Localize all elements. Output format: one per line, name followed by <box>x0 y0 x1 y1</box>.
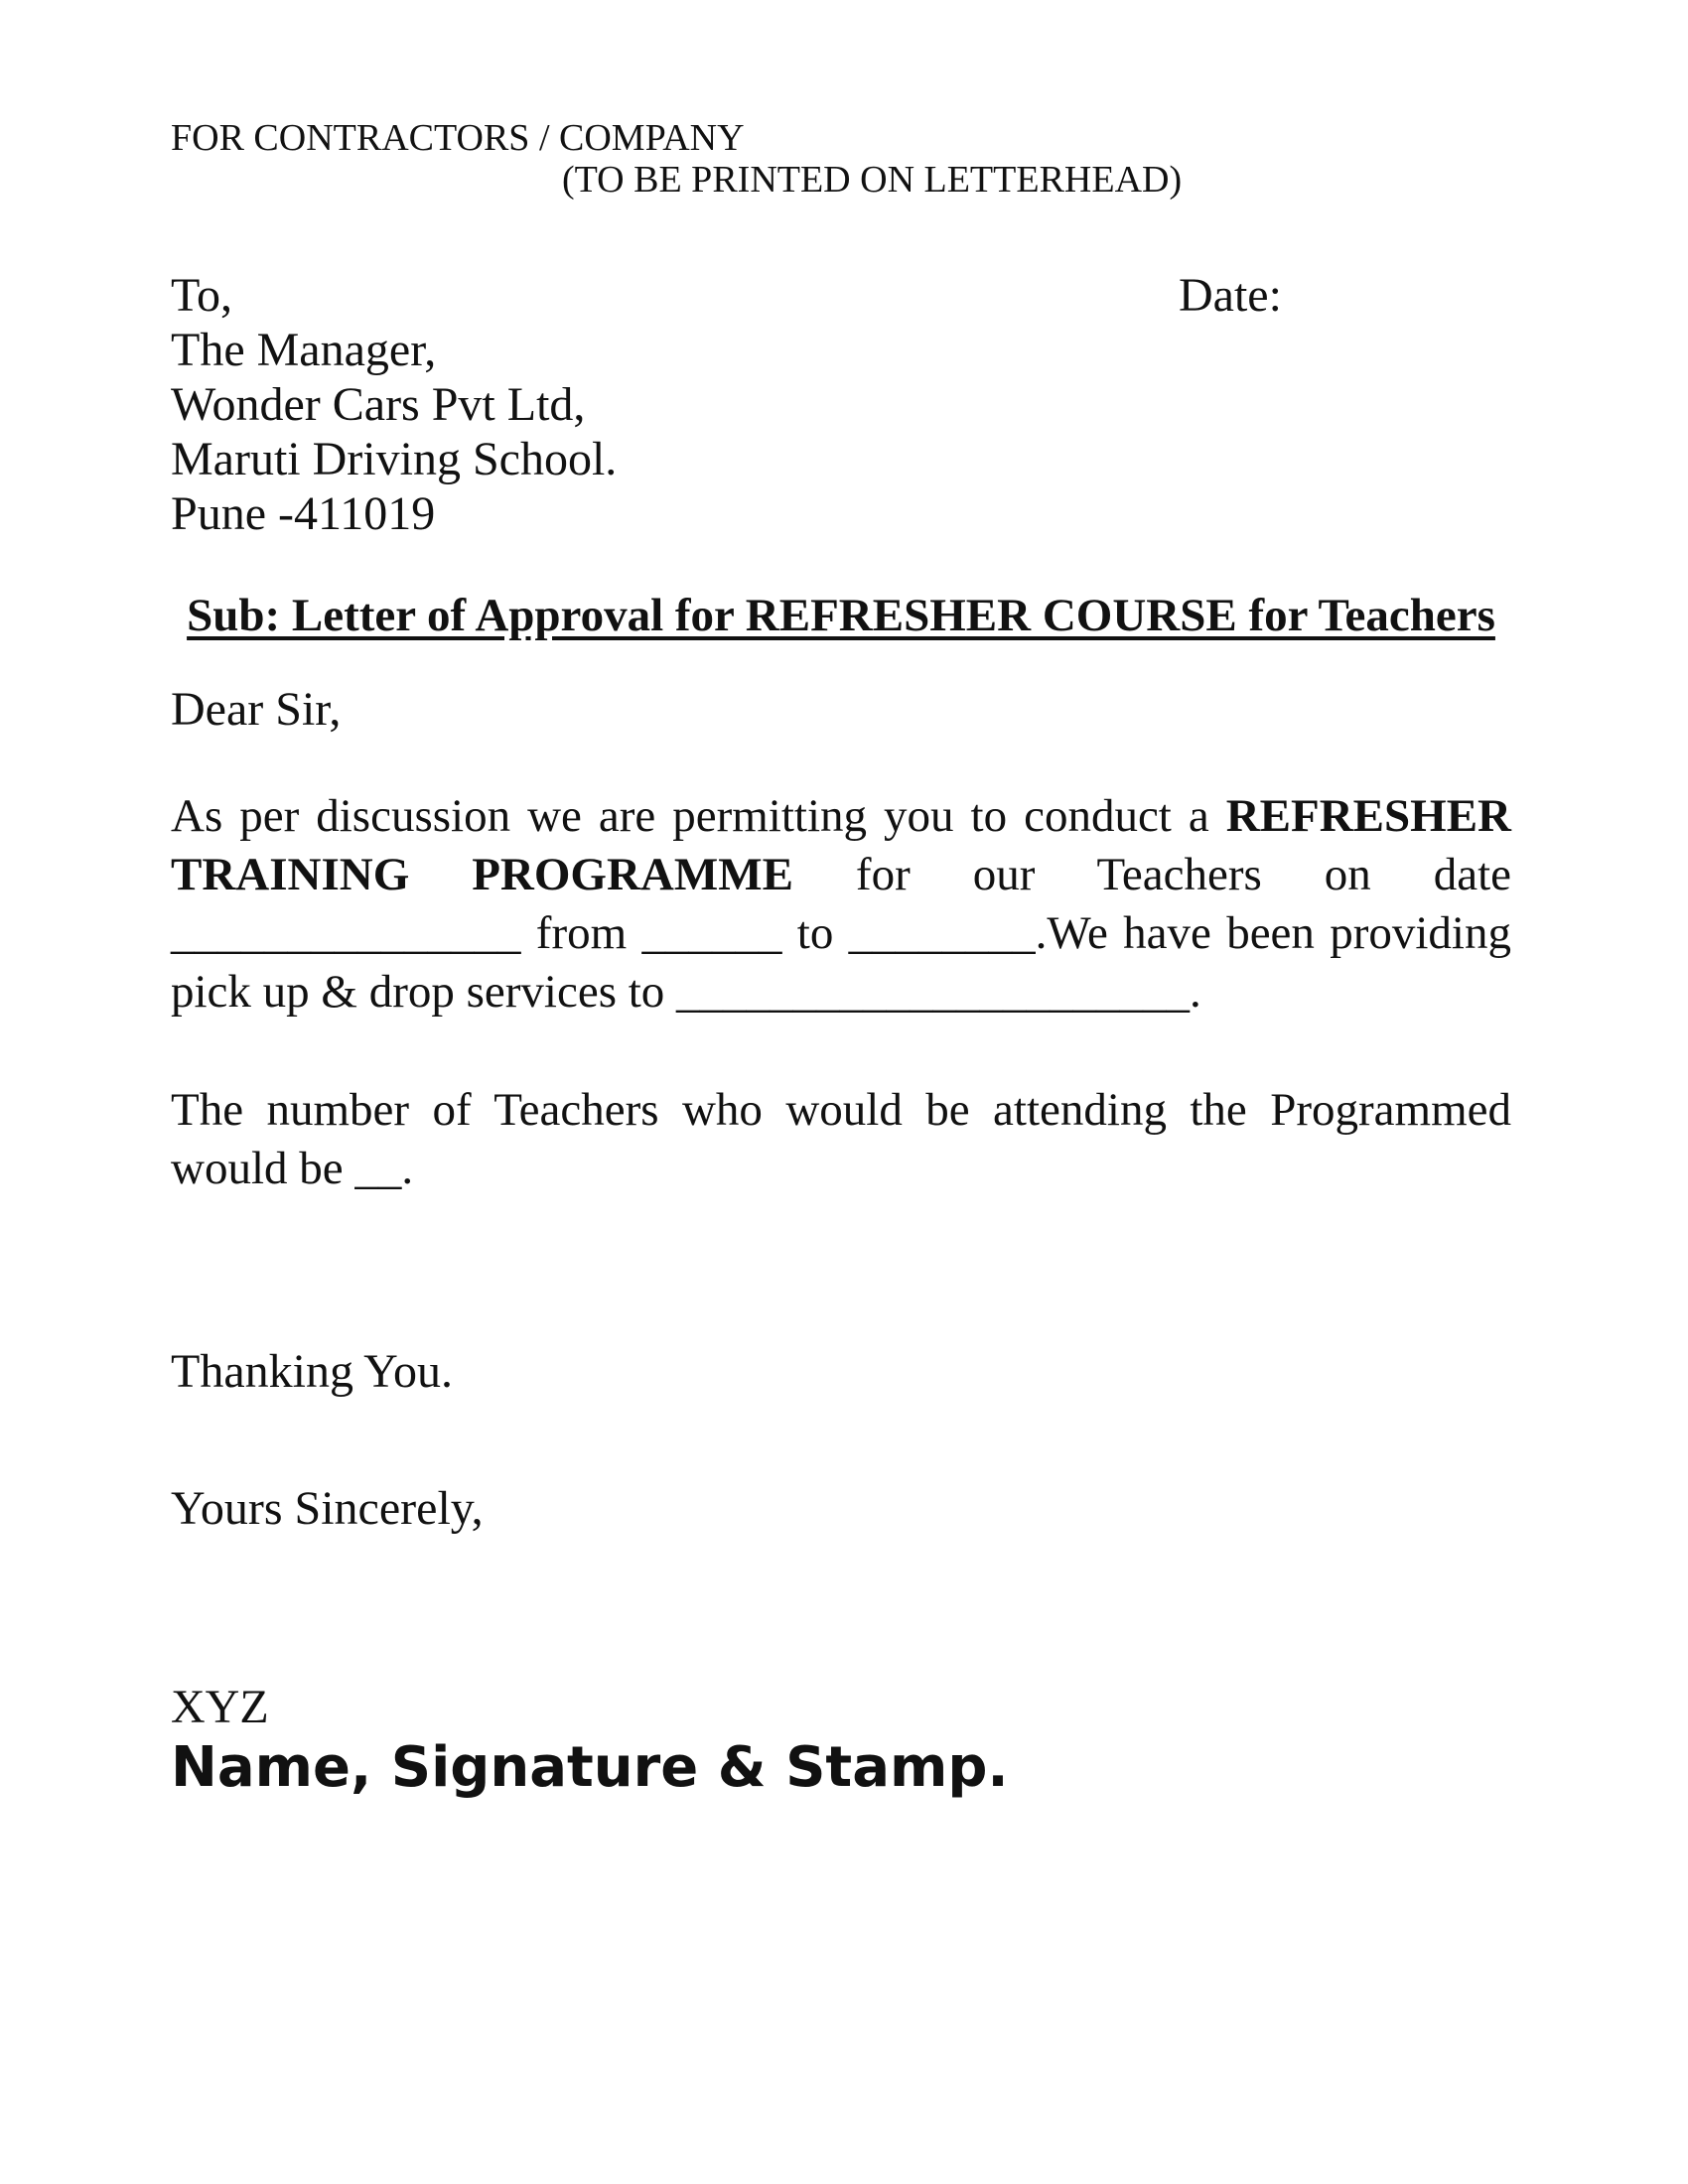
body-paragraph-1 <box>171 787 1511 1022</box>
address-line-school: Maruti Driving School. <box>171 433 618 485</box>
recipient-and-date-row <box>171 268 1511 541</box>
address-line-company: Wonder Cars Pvt Ltd, <box>171 378 586 431</box>
address-line-city: Pune -411019 <box>171 487 436 540</box>
salutation: Dear Sir, <box>171 683 342 736</box>
document-header <box>171 117 1511 201</box>
recipient-address-block <box>171 268 1511 541</box>
signer-name: XYZ <box>171 1681 269 1733</box>
subject-line: Sub: Letter of Approval for REFRESHER COURSE for Teachers <box>187 590 1495 641</box>
text-segment: As per discussion we are permitting you to conduct a <box>171 790 1226 842</box>
text-segment: REFRESHER TRAINING PROGRAMME <box>171 790 1511 900</box>
text-segment: for our Teachers on date _______________ from ______ to ________.We have been providing pick up & drop services to ______________________. <box>171 849 1511 1018</box>
header-audience-line: FOR CONTRACTORS / COMPANY <box>171 117 745 159</box>
thanking-line: Thanking You. <box>171 1345 454 1398</box>
address-line-to: To, <box>171 269 232 322</box>
body-paragraph-2: The number of Teachers who would be attending the Programmed would be __. <box>171 1084 1511 1194</box>
date-label: Date: <box>1179 269 1282 322</box>
sign-off-line: Yours Sincerely, <box>171 1482 484 1535</box>
signature-stamp-line: Name, Signature & Stamp. <box>171 1735 1009 1800</box>
address-line-title: The Manager, <box>171 324 437 376</box>
header-letterhead-note: (TO BE PRINTED ON LETTERHEAD) <box>562 159 1183 201</box>
